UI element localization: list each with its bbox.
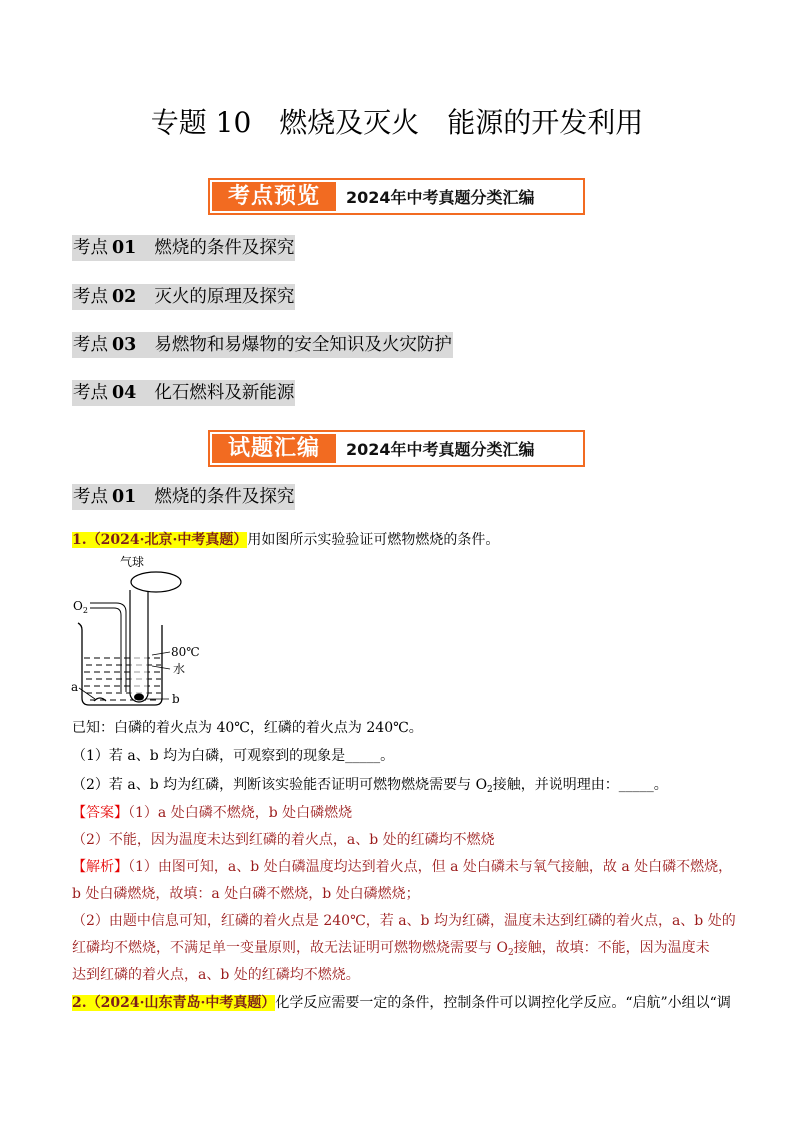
topic-text: 灭火的原理及探究 [154, 287, 295, 307]
question-source: （2024·山东青岛·中考真题） [86, 995, 276, 1011]
analysis-line-5: 达到红磷的着火点，a、b 处的红磷均不燃烧。 [72, 967, 360, 983]
oxygen-label: $O_2$ [73, 599, 88, 615]
questions-banner [208, 430, 585, 467]
section-heading [72, 484, 295, 510]
phosphorus-b [134, 694, 144, 701]
topic-text: 燃烧的条件及探究 [154, 238, 295, 258]
analysis-text-end: 接触，故填：不能，因为温度未 [513, 940, 710, 956]
questions-banner-tag: 试题汇编 [212, 434, 336, 463]
topic-number: 04 [112, 383, 137, 403]
experiment-figure [70, 552, 215, 710]
topic-item-04 [72, 380, 295, 406]
topic-label: 考点 [73, 335, 108, 355]
balloon [131, 572, 181, 592]
water-leader [152, 666, 170, 669]
analysis-line-2: b 处白磷燃烧，故填：a 处白磷不燃烧，b 处白磷燃烧； [72, 886, 420, 902]
topic-number: 03 [112, 335, 137, 355]
temp-leader [152, 652, 170, 655]
question-source: （2024·北京·中考真题） [86, 532, 248, 548]
question-text: 化学反应需要一定的条件，控制条件可以调控化学反应。“启航”小组以“调 [275, 995, 731, 1011]
question-1-stem [72, 530, 499, 550]
overview-banner [208, 178, 585, 215]
analysis-line-1 [72, 857, 732, 877]
temperature-label: 80℃ [171, 645, 200, 659]
answer-line-2: （2）不能，因为温度未达到红磷的着火点，a、b 处的红磷均不燃烧 [72, 832, 495, 848]
sub-question-1: （1）若 a、b 均为白磷，可观察到的现象是_____。 [72, 748, 395, 764]
sub-question-2-text: （2）若 a、b 均为红磷，判断该实验能否证明可燃物燃烧需要与 O [72, 777, 488, 793]
water-label: 水 [173, 662, 186, 676]
topic-text: 化石燃料及新能源 [154, 383, 295, 403]
section-text: 燃烧的条件及探究 [154, 487, 295, 507]
answer-line-1 [72, 803, 352, 823]
section-number: 01 [112, 487, 137, 507]
question-2-stem [72, 993, 731, 1013]
topic-number: 01 [112, 238, 137, 258]
topic-item-03 [72, 332, 453, 358]
test-tube [130, 590, 148, 702]
question-2-source-highlight [72, 995, 275, 1011]
analysis-line-4 [72, 938, 710, 958]
overview-banner-tag: 考点预览 [212, 182, 336, 211]
label-a: a [71, 680, 79, 694]
sub-question-2 [72, 775, 668, 795]
topic-label: 考点 [73, 238, 108, 258]
question-number: 1. [72, 532, 87, 548]
topic-label: 考点 [73, 287, 108, 307]
topic-number: 02 [112, 287, 137, 307]
page-title: 专题 10 燃烧及灭火 能源的开发利用 [150, 106, 644, 139]
question-1-source-highlight [72, 532, 247, 548]
topic-item-01 [72, 235, 295, 261]
subscript: 2 [487, 785, 493, 795]
questions-banner-subtitle: 2024年中考真题分类汇编 [346, 440, 535, 459]
analysis-text: （1）由图可知，a、b 处白磷温度均达到着火点，但 a 处白磷未与氧气接触，故 a 处白磷不燃烧， [128, 859, 733, 875]
question-number: 2. [72, 995, 87, 1011]
answer-tag: 【答案】 [72, 805, 128, 821]
known-info: 已知：白磷的着火点为 40℃，红磷的着火点为 240℃。 [72, 720, 423, 736]
topic-item-02 [72, 284, 295, 310]
section-label: 考点 [73, 487, 108, 507]
label-b: b [172, 692, 180, 706]
sub-question-2-text-end: 接触，并说明理由：_____。 [492, 777, 668, 793]
balloon-label: 气球 [120, 555, 145, 569]
overview-banner-subtitle: 2024年中考真题分类汇编 [346, 188, 535, 207]
answer-text: （1）a 处白磷不燃烧，b 处白磷燃烧 [128, 805, 353, 821]
topic-label: 考点 [73, 383, 108, 403]
analysis-tag: 【解析】 [72, 859, 128, 875]
subscript: 2 [507, 948, 514, 958]
question-text: 用如图所示实验验证可燃物燃烧的条件。 [247, 532, 500, 548]
topic-text: 易燃物和易爆物的安全知识及火灾防护 [154, 335, 452, 355]
water-lines [84, 658, 161, 700]
analysis-text: 红磷均不燃烧，不满足单一变量原则，故无法证明可燃物燃烧需要与 O [72, 940, 508, 956]
analysis-line-3: （2）由题中信息可知，红磷的着火点是 240℃，若 a、b 均为红磷，温度未达到红磷的着火点，a、b 处的 [72, 913, 736, 929]
